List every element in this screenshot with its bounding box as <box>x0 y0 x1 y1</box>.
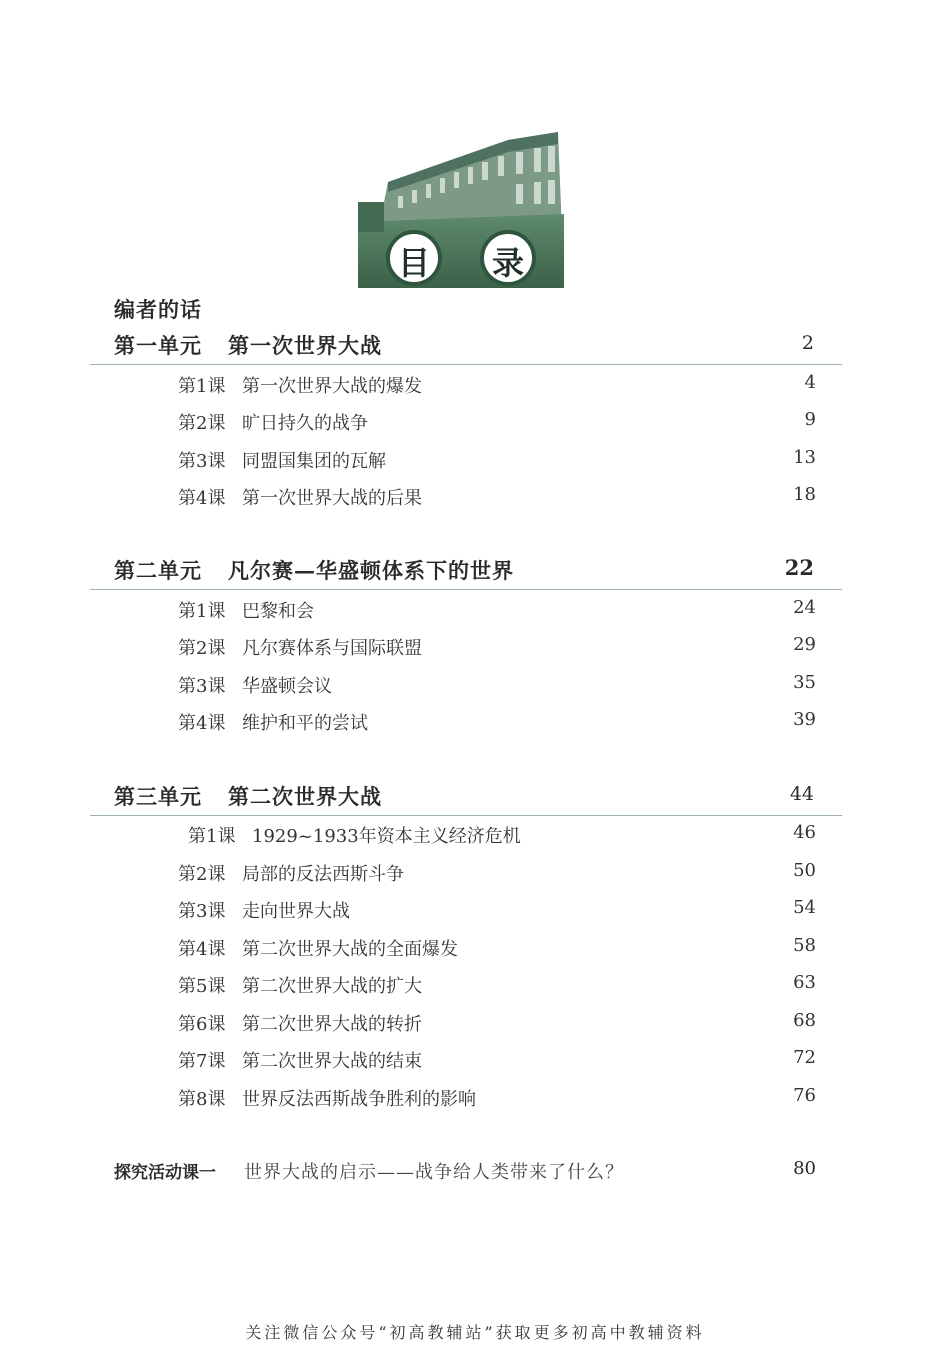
unit-title: 凡尔赛—华盛顿体系下的世界 <box>228 558 514 583</box>
lesson-title: 旷日持久的战争 <box>242 413 368 434</box>
unit-2-heading[interactable] <box>90 555 842 590</box>
lesson-row[interactable] <box>178 672 816 700</box>
lesson-page-number: 9 <box>804 409 816 430</box>
lesson-title: 第二次世界大战的全面爆发 <box>242 939 458 960</box>
lesson-title: 巴黎和会 <box>242 601 314 622</box>
lesson-page-number: 24 <box>793 597 816 618</box>
lesson-page-number: 76 <box>793 1085 816 1106</box>
lesson-page-number: 72 <box>793 1047 816 1068</box>
unit-label: 第三单元 <box>114 784 202 809</box>
lesson-number: 第8课 <box>178 1089 226 1110</box>
lesson-row[interactable] <box>178 972 816 1000</box>
lesson-page-number: 50 <box>793 860 816 881</box>
lesson-title: 凡尔赛体系与国际联盟 <box>242 638 422 659</box>
lesson-row[interactable] <box>178 935 816 963</box>
lesson-number: 第5课 <box>178 976 226 997</box>
contents-title-char-lu: 录 <box>491 244 524 282</box>
lesson-page-number: 54 <box>793 897 816 918</box>
lesson-page-number: 13 <box>793 447 816 468</box>
unit-label: 第一单元 <box>114 333 202 358</box>
unit-page-number: 22 <box>784 555 814 580</box>
lesson-row[interactable] <box>178 447 816 475</box>
lesson-title: 第一次世界大战的爆发 <box>242 376 422 397</box>
lesson-number: 第7课 <box>178 1051 226 1072</box>
preface-entry[interactable]: 编者的话 <box>114 297 202 322</box>
activity-title: 世界大战的启示——战争给人类带来了什么？ <box>244 1162 624 1183</box>
lesson-page-number: 35 <box>793 672 816 693</box>
activity-page-number: 80 <box>793 1158 816 1179</box>
lesson-row[interactable] <box>178 1010 816 1038</box>
unit-3-heading[interactable] <box>90 781 842 816</box>
lesson-page-number: 29 <box>793 634 816 655</box>
lesson-page-number: 4 <box>804 372 816 393</box>
lesson-number: 第4课 <box>178 488 226 509</box>
lesson-title: 1929~1933年资本主义经济危机 <box>252 826 521 847</box>
activity-entry[interactable] <box>114 1158 816 1188</box>
unit-page-number: 44 <box>789 783 814 805</box>
lesson-number: 第1课 <box>178 601 226 622</box>
lesson-title: 走向世界大战 <box>242 901 350 922</box>
lesson-number: 第2课 <box>178 413 226 434</box>
unit-label: 第二单元 <box>114 558 202 583</box>
lesson-page-number: 46 <box>793 822 816 843</box>
activity-label: 探究活动课一 <box>114 1163 216 1183</box>
lesson-number: 第4课 <box>178 939 226 960</box>
contents-header-graphic <box>358 122 564 288</box>
palace-illustration <box>358 122 564 288</box>
lesson-title: 第二次世界大战的扩大 <box>242 976 422 997</box>
lesson-number: 第1课 <box>178 376 226 397</box>
lesson-number: 第1课 <box>188 826 236 847</box>
lesson-row[interactable] <box>178 709 816 737</box>
lesson-number: 第3课 <box>178 451 226 472</box>
lesson-row[interactable] <box>178 634 816 662</box>
lesson-row[interactable] <box>178 597 816 625</box>
unit-title: 第二次世界大战 <box>228 784 382 809</box>
lesson-page-number: 63 <box>793 972 816 993</box>
lesson-title: 第一次世界大战的后果 <box>242 488 422 509</box>
lesson-row[interactable] <box>178 1047 816 1075</box>
lesson-row[interactable] <box>178 484 816 512</box>
unit-title: 第一次世界大战 <box>228 333 382 358</box>
lesson-title: 第二次世界大战的转折 <box>242 1014 422 1035</box>
lesson-row[interactable] <box>178 897 816 925</box>
lesson-title: 局部的反法西斯斗争 <box>242 864 404 885</box>
lesson-title: 同盟国集团的瓦解 <box>242 451 386 472</box>
lesson-title: 华盛顿会议 <box>242 676 332 697</box>
lesson-row[interactable] <box>178 860 816 888</box>
footer-note: 关注微信公众号“初高教辅站”获取更多初高中教辅资料 <box>245 1323 705 1342</box>
lesson-page-number: 39 <box>793 709 816 730</box>
lesson-title: 维护和平的尝试 <box>242 713 368 734</box>
lesson-page-number: 68 <box>793 1010 816 1031</box>
lesson-number: 第2课 <box>178 638 226 659</box>
lesson-row[interactable] <box>178 1085 816 1113</box>
lesson-title: 世界反法西斯战争胜利的影响 <box>242 1089 476 1110</box>
lesson-row[interactable] <box>178 372 816 400</box>
lesson-number: 第6课 <box>178 1014 226 1035</box>
lesson-row[interactable] <box>188 822 816 850</box>
lesson-number: 第3课 <box>178 901 226 922</box>
contents-title-char-mu: 目 <box>397 244 430 282</box>
lesson-page-number: 18 <box>793 484 816 505</box>
lesson-page-number: 58 <box>793 935 816 956</box>
lesson-number: 第4课 <box>178 713 226 734</box>
unit-page-number: 2 <box>801 332 814 354</box>
lesson-number: 第2课 <box>178 864 226 885</box>
lesson-title: 第二次世界大战的结束 <box>242 1051 422 1072</box>
lesson-row[interactable] <box>178 409 816 437</box>
unit-1-heading[interactable] <box>90 330 842 365</box>
lesson-number: 第3课 <box>178 676 226 697</box>
